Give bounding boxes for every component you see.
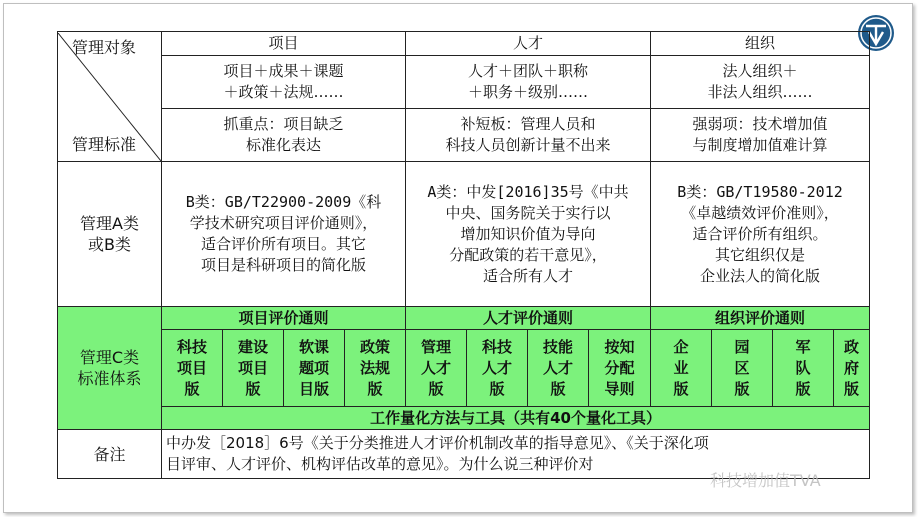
item-line: 军: [795, 337, 811, 356]
class-ab-org-line: 其它组织仅是: [715, 245, 806, 264]
col-header-talent: 人才: [406, 32, 651, 56]
item-line: 导则: [604, 379, 635, 398]
group-project-standard: 项目评价通则: [162, 307, 406, 330]
item-cell: [345, 330, 406, 407]
col-header-org: 组织: [651, 32, 870, 56]
item-line: 版: [795, 379, 811, 398]
item-line: 人才: [543, 358, 574, 377]
item-line: 版: [673, 379, 689, 398]
scope-org-line1: 法人组织＋: [722, 62, 798, 80]
class-ab-talent: [406, 162, 651, 307]
item-line: 技能: [543, 337, 574, 356]
item-cell: [651, 330, 712, 407]
item-line: 建设: [237, 337, 268, 356]
item-line: 目版: [298, 379, 329, 398]
item-line: 队: [795, 358, 811, 377]
focus-org-line2: 与制度增加值难计算: [692, 136, 828, 154]
item-line: 版: [489, 379, 505, 398]
scope-org-line2: 非法人组织……: [707, 83, 813, 101]
item-line: 政策: [360, 337, 391, 356]
item-cell: [834, 330, 870, 407]
focus-project-line2: 标准化表达: [246, 136, 322, 154]
class-ab-talent-line: 适合所有人才: [483, 266, 574, 285]
class-ab-project-line: 适合评价所有项目。其它: [201, 235, 367, 253]
class-ab-talent-line: 中央、国务院关于实行以: [445, 203, 611, 222]
class-ab-project-line: 学技术研究项目评价通则》，: [189, 214, 378, 232]
corner-cell: [58, 32, 162, 162]
note-line2: 目评审、人才评价、机构评估改革的意见》。为什么说三种评价对: [166, 455, 594, 473]
item-line: 分配: [604, 358, 635, 377]
group-talent-standard: 人才评价通则: [406, 307, 651, 330]
class-c-label-line1: 管理C类: [79, 348, 140, 367]
item-cell: [162, 330, 223, 407]
class-ab-talent-line: 增加知识价值为导向: [460, 224, 596, 243]
item-line: 版: [734, 379, 750, 398]
item-line: 项目: [176, 358, 207, 377]
item-line: 项目: [237, 358, 268, 377]
item-line: 政: [844, 337, 860, 356]
class-ab-label-line2: 或B类: [88, 235, 131, 254]
item-line: 管理: [421, 337, 452, 356]
class-ab-talent-line: 分配政策的若干意见》，: [449, 245, 607, 264]
item-cell: [589, 330, 651, 407]
item-line: 版: [844, 379, 860, 398]
focus-project-line1: 抓重点：项目缺乏: [223, 115, 344, 133]
tools-row: 工作量化方法与工具（共有40个量化工具）: [162, 407, 870, 430]
col-header-project: 项目: [162, 32, 406, 56]
item-line: 人才: [421, 358, 452, 377]
item-line: 科技: [176, 337, 207, 356]
focus-talent-line1: 补短板：管理人员和: [460, 115, 596, 133]
item-cell: [773, 330, 834, 407]
class-ab-org: [651, 162, 870, 307]
item-cell: [467, 330, 528, 407]
item-line: 区: [734, 358, 750, 377]
item-line: 企: [673, 337, 689, 356]
class-c-label: [58, 307, 162, 430]
scope-talent: [406, 56, 651, 109]
scope-project-line1: 项目＋成果＋课题: [223, 62, 344, 80]
scope-project: [162, 56, 406, 109]
class-c-label-line2: 标准体系: [77, 369, 142, 388]
class-ab-talent-line: A类：中发[2016]35号《中共: [427, 182, 629, 201]
item-cell: [406, 330, 467, 407]
item-line: 版: [184, 379, 200, 398]
focus-talent-line2: 科技人员创新计量不出来: [445, 136, 611, 154]
item-line: 园: [734, 337, 750, 356]
item-line: 人才: [482, 358, 513, 377]
item-line: 按知: [604, 337, 635, 356]
item-cell: [284, 330, 345, 407]
item-cell: [712, 330, 773, 407]
class-ab-org-line: 企业法人的简化版: [700, 266, 821, 285]
item-line: 版: [428, 379, 444, 398]
focus-project: [162, 109, 406, 162]
note-line1: 中办发［2018］6号《关于分类推进人才评价机制改革的指导意见》、《关于深化项: [166, 434, 709, 452]
item-line: 版: [367, 379, 383, 398]
item-line: 软课: [298, 337, 329, 356]
class-ab-org-line: B类：GB/T19580-2012: [677, 182, 843, 201]
note-label: 备注: [58, 430, 162, 479]
item-line: 府: [844, 358, 860, 377]
item-line: 版: [245, 379, 261, 398]
corner-label-object: 管理对象: [72, 37, 137, 57]
focus-talent: [406, 109, 651, 162]
group-org-standard: 组织评价通则: [651, 307, 870, 330]
item-cell: [528, 330, 589, 407]
item-line: 业: [673, 358, 689, 377]
item-line: 科技: [482, 337, 513, 356]
item-line: 题项: [298, 358, 329, 377]
class-ab-project-line: B类：GB/T22900-2009《科: [185, 193, 382, 211]
scope-talent-line2: ＋职务＋级别……: [468, 83, 589, 101]
scope-project-line2: ＋政策＋法规……: [223, 83, 344, 101]
class-ab-org-line: 《卓越绩效评价准则》，: [681, 203, 839, 222]
item-line: 法规: [360, 358, 391, 377]
focus-org: [651, 109, 870, 162]
class-ab-project-line: 项目是科研项目的简化版: [201, 256, 367, 274]
focus-org-line1: 强弱项：技术增加值: [692, 115, 828, 133]
class-ab-label-line1: 管理A类: [80, 214, 139, 233]
item-cell: [223, 330, 284, 407]
scope-talent-line1: 人才＋团队＋职称: [468, 62, 589, 80]
watermark: 科技增加值TVA: [710, 471, 821, 490]
corner-label-standard: 管理标准: [72, 134, 137, 154]
class-ab-label: [58, 162, 162, 307]
class-ab-project: [162, 162, 406, 307]
scope-org: [651, 56, 870, 109]
class-ab-org-line: 适合评价所有组织。: [692, 224, 828, 243]
standards-table: [57, 31, 870, 479]
item-line: 版: [550, 379, 566, 398]
